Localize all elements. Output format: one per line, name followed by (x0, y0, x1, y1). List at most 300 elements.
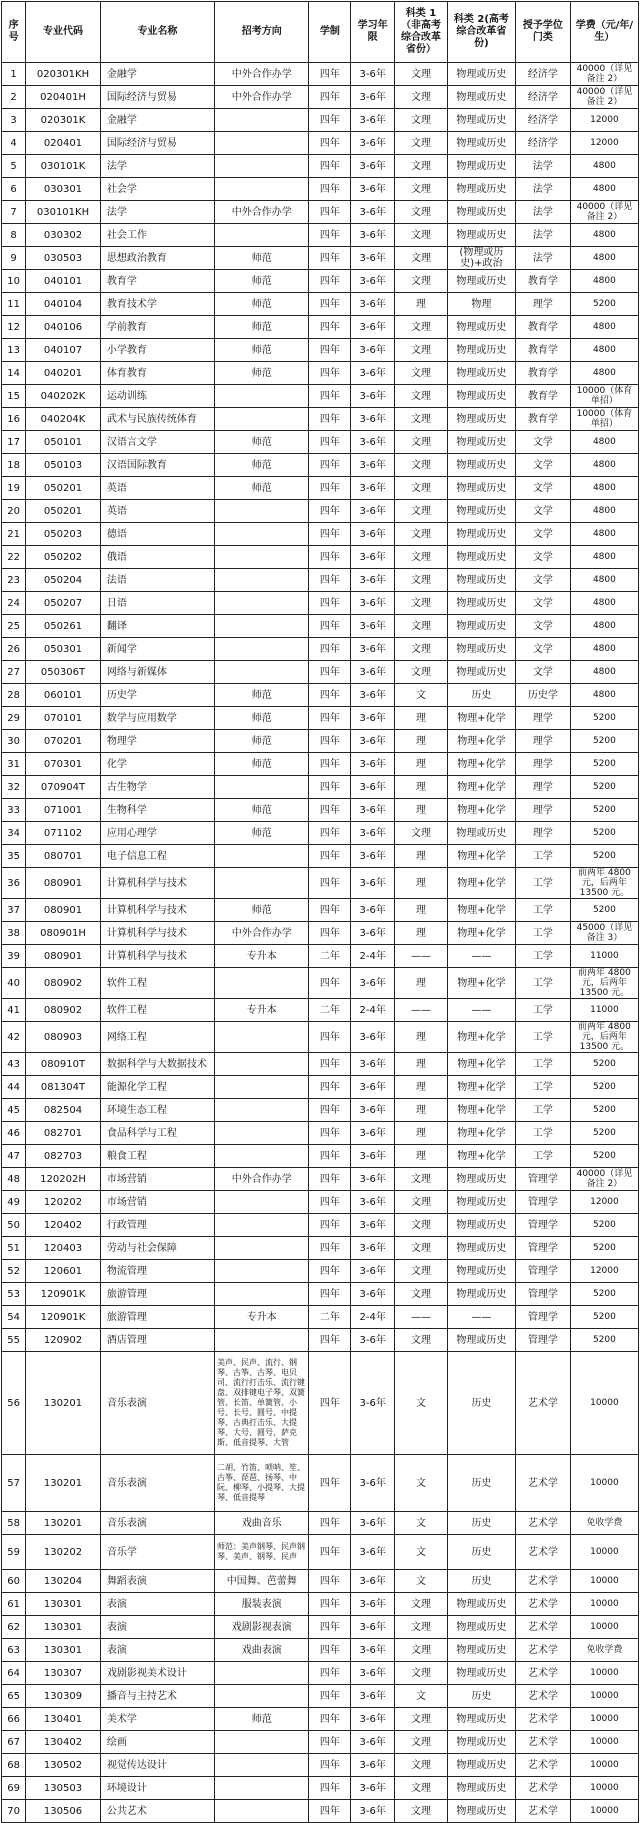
cell-system: 四年 (309, 1329, 351, 1352)
cell-name: 市场营销 (100, 1168, 214, 1191)
cell-code: 120902 (26, 1329, 101, 1352)
cell-cat1: —— (395, 945, 448, 968)
cell-system: 四年 (309, 1593, 351, 1616)
cell-fee: 10000（体育单招） (570, 385, 638, 408)
cell-cat2: 物理+化学 (447, 1022, 515, 1053)
cell-seq: 55 (2, 1329, 26, 1352)
table-row (2, 1685, 639, 1708)
cell-degree: 工学 (515, 868, 570, 899)
cell-direction (215, 1145, 309, 1168)
cell-direction (215, 500, 309, 523)
cell-seq: 36 (2, 868, 26, 899)
cell-cat1: 文理 (395, 1754, 448, 1777)
cell-seq: 35 (2, 845, 26, 868)
cell-direction: 师范 (215, 477, 309, 500)
cell-years: 3-6年 (351, 316, 395, 339)
cell-direction: 师范 (215, 1708, 309, 1731)
cell-years: 3-6年 (351, 845, 395, 868)
cell-degree: 文学 (515, 431, 570, 454)
cell-name: 网络工程 (100, 1022, 214, 1053)
cell-system: 四年 (309, 845, 351, 868)
cell-name: 视觉传达设计 (100, 1754, 214, 1777)
cell-direction (215, 178, 309, 201)
table-row (2, 1099, 639, 1122)
cell-direction (215, 408, 309, 431)
cell-seq: 10 (2, 270, 26, 293)
cell-name: 日语 (100, 592, 214, 615)
cell-system: 四年 (309, 1731, 351, 1754)
cell-direction (215, 1214, 309, 1237)
cell-system: 四年 (309, 155, 351, 178)
cell-fee: 免收学费 (570, 1639, 638, 1662)
table-row (2, 1777, 639, 1800)
cell-name: 数学与应用数学 (100, 707, 214, 730)
cell-name: 思想政治教育 (100, 247, 214, 270)
cell-degree: 工学 (515, 899, 570, 922)
cell-name: 软件工程 (100, 999, 214, 1022)
cell-seq: 65 (2, 1685, 26, 1708)
cell-cat2: 物理或历史 (447, 63, 515, 86)
cell-years: 3-6年 (351, 899, 395, 922)
cell-system: 四年 (309, 1535, 351, 1570)
cell-cat2: 物理+化学 (447, 1145, 515, 1168)
table-row (2, 1708, 639, 1731)
cell-cat1: 文理 (395, 1168, 448, 1191)
cell-direction: 中外合作办学 (215, 201, 309, 224)
cell-degree: 教育学 (515, 316, 570, 339)
cell-name: 英语 (100, 477, 214, 500)
cell-fee: 5200 (570, 1306, 638, 1329)
cell-name: 汉语言文学 (100, 431, 214, 454)
cell-cat1: 文 (395, 684, 448, 707)
cell-name: 环境生态工程 (100, 1099, 214, 1122)
cell-cat1: 文理 (395, 178, 448, 201)
cell-name: 俄语 (100, 546, 214, 569)
cell-fee: 10000（体育单招） (570, 408, 638, 431)
table-row (2, 523, 639, 546)
cell-fee: 4800 (570, 569, 638, 592)
cell-seq: 34 (2, 822, 26, 845)
table-row (2, 1800, 639, 1823)
cell-system: 四年 (309, 224, 351, 247)
cell-system: 四年 (309, 339, 351, 362)
cell-degree: 管理学 (515, 1329, 570, 1352)
cell-cat1: 文理 (395, 224, 448, 247)
cell-years: 3-6年 (351, 753, 395, 776)
cell-cat2: 物理或历史 (447, 1731, 515, 1754)
cell-degree: 法学 (515, 201, 570, 224)
cell-cat2: 历史 (447, 1535, 515, 1570)
cell-years: 3-6年 (351, 1145, 395, 1168)
cell-direction (215, 1237, 309, 1260)
cell-name: 化学 (100, 753, 214, 776)
cell-system: 四年 (309, 684, 351, 707)
cell-code: 050201 (26, 477, 101, 500)
cell-cat1: 文 (395, 1570, 448, 1593)
cell-cat1: 理 (395, 293, 448, 316)
cell-cat2: 物理或历史 (447, 1593, 515, 1616)
cell-years: 3-6年 (351, 270, 395, 293)
cell-seq: 64 (2, 1662, 26, 1685)
cell-fee: 5200 (570, 899, 638, 922)
cell-years: 3-6年 (351, 1053, 395, 1076)
cell-system: 四年 (309, 1800, 351, 1823)
cell-degree: 教育学 (515, 270, 570, 293)
cell-system: 四年 (309, 1145, 351, 1168)
cell-code: 050261 (26, 615, 101, 638)
cell-seq: 13 (2, 339, 26, 362)
table-row (2, 63, 639, 86)
cell-direction (215, 1283, 309, 1306)
cell-cat2: 物理或历史 (447, 1329, 515, 1352)
cell-system: 四年 (309, 1777, 351, 1800)
cell-degree: 管理学 (515, 1168, 570, 1191)
cell-cat2: 物理+化学 (447, 776, 515, 799)
cell-name: 行政管理 (100, 1214, 214, 1237)
cell-degree: 经济学 (515, 132, 570, 155)
table-row (2, 753, 639, 776)
table-row (2, 822, 639, 845)
cell-name: 绘画 (100, 1731, 214, 1754)
cell-degree: 文学 (515, 500, 570, 523)
cell-direction (215, 776, 309, 799)
cell-name: 旅游管理 (100, 1306, 214, 1329)
cell-degree: 管理学 (515, 1214, 570, 1237)
cell-name: 汉语国际教育 (100, 454, 214, 477)
cell-fee: 4800 (570, 546, 638, 569)
cell-seq: 32 (2, 776, 26, 799)
table-row (2, 661, 639, 684)
table-row (2, 1122, 639, 1145)
cell-name: 电子信息工程 (100, 845, 214, 868)
cell-cat1: 文 (395, 1512, 448, 1535)
cell-years: 3-6年 (351, 431, 395, 454)
cell-direction: 师范 (215, 753, 309, 776)
cell-cat2: 物理或历史 (447, 316, 515, 339)
cell-code: 070904T (26, 776, 101, 799)
cell-seq: 4 (2, 132, 26, 155)
cell-seq: 14 (2, 362, 26, 385)
cell-fee: 5200 (570, 730, 638, 753)
majors-table (1, 1, 639, 1823)
cell-direction: 戏曲表演 (215, 1639, 309, 1662)
cell-seq: 50 (2, 1214, 26, 1237)
cell-years: 3-6年 (351, 615, 395, 638)
cell-name: 表演 (100, 1593, 214, 1616)
cell-degree: 教育学 (515, 339, 570, 362)
cell-system: 四年 (309, 132, 351, 155)
cell-years: 3-6年 (351, 362, 395, 385)
cell-name: 学前教育 (100, 316, 214, 339)
cell-name: 表演 (100, 1616, 214, 1639)
cell-code: 080901 (26, 899, 101, 922)
table-row (2, 1570, 639, 1593)
cell-code: 130201 (26, 1512, 101, 1535)
cell-direction (215, 1329, 309, 1352)
cell-seq: 37 (2, 899, 26, 922)
cell-seq: 53 (2, 1283, 26, 1306)
cell-code: 030101KH (26, 201, 101, 224)
cell-system: 四年 (309, 316, 351, 339)
cell-degree: 工学 (515, 945, 570, 968)
table-row (2, 1191, 639, 1214)
cell-years: 3-6年 (351, 523, 395, 546)
cell-code: 040201 (26, 362, 101, 385)
table-row (2, 431, 639, 454)
cell-name: 英语 (100, 500, 214, 523)
cell-years: 3-6年 (351, 201, 395, 224)
cell-code: 081304T (26, 1076, 101, 1099)
cell-code: 120402 (26, 1214, 101, 1237)
cell-fee: 5200 (570, 1329, 638, 1352)
cell-degree: 文学 (515, 523, 570, 546)
table-row (2, 615, 639, 638)
cell-fee: 5200 (570, 822, 638, 845)
table-row (2, 1306, 639, 1329)
table-row (2, 1535, 639, 1570)
cell-cat1: 理 (395, 753, 448, 776)
cell-fee: 10000 (570, 1352, 638, 1455)
cell-fee: 10000 (570, 1455, 638, 1512)
cell-years: 3-6年 (351, 500, 395, 523)
cell-cat1: 理 (395, 845, 448, 868)
cell-degree: 教育学 (515, 385, 570, 408)
cell-code: 070101 (26, 707, 101, 730)
cell-system: 四年 (309, 1512, 351, 1535)
cell-direction: 师范 (215, 707, 309, 730)
cell-direction (215, 592, 309, 615)
cell-direction (215, 1662, 309, 1685)
table-row (2, 845, 639, 868)
cell-fee: 免收学费 (570, 1512, 638, 1535)
cell-seq: 44 (2, 1076, 26, 1099)
cell-years: 3-6年 (351, 1708, 395, 1731)
cell-years: 3-6年 (351, 1800, 395, 1823)
cell-direction (215, 1053, 309, 1076)
cell-cat1: 文理 (395, 546, 448, 569)
cell-name: 德语 (100, 523, 214, 546)
cell-seq: 48 (2, 1168, 26, 1191)
cell-fee: 4800 (570, 638, 638, 661)
table-row (2, 899, 639, 922)
cell-system: 四年 (309, 431, 351, 454)
cell-cat2: 物理或历史 (447, 500, 515, 523)
cell-cat1: 理 (395, 1076, 448, 1099)
cell-name: 生物科学 (100, 799, 214, 822)
cell-seq: 51 (2, 1237, 26, 1260)
cell-degree: 工学 (515, 1099, 570, 1122)
cell-system: 四年 (309, 362, 351, 385)
cell-code: 060101 (26, 684, 101, 707)
cell-system: 四年 (309, 178, 351, 201)
cell-fee: 4800 (570, 592, 638, 615)
table-row (2, 707, 639, 730)
table-row (2, 945, 639, 968)
cell-name: 金融学 (100, 63, 214, 86)
cell-fee: 5200 (570, 845, 638, 868)
cell-cat1: 文理 (395, 500, 448, 523)
cell-direction (215, 155, 309, 178)
cell-years: 3-6年 (351, 1777, 395, 1800)
cell-name: 戏剧影视美术设计 (100, 1662, 214, 1685)
cell-system: 四年 (309, 822, 351, 845)
cell-seq: 38 (2, 922, 26, 945)
cell-name: 法学 (100, 155, 214, 178)
cell-code: 130506 (26, 1800, 101, 1823)
table-row (2, 247, 639, 270)
cell-name: 公共艺术 (100, 1800, 214, 1823)
cell-seq: 70 (2, 1800, 26, 1823)
cell-seq: 24 (2, 592, 26, 615)
table-row (2, 408, 639, 431)
cell-fee: 5200 (570, 753, 638, 776)
cell-system: 四年 (309, 1685, 351, 1708)
cell-cat1: 理 (395, 899, 448, 922)
cell-cat2: 物理或历史 (447, 362, 515, 385)
cell-cat2: 物理或历史 (447, 1191, 515, 1214)
cell-degree: 工学 (515, 845, 570, 868)
cell-years: 3-6年 (351, 1122, 395, 1145)
cell-fee: 4800 (570, 477, 638, 500)
cell-degree: 管理学 (515, 1191, 570, 1214)
cell-seq: 11 (2, 293, 26, 316)
cell-cat2: 物理或历史 (447, 109, 515, 132)
cell-direction: 师范：美声钢琴、民声钢琴、美声、钢琴、民声 (215, 1535, 309, 1570)
cell-fee: 10000 (570, 1535, 638, 1570)
cell-fee: 11000 (570, 945, 638, 968)
cell-code: 080910T (26, 1053, 101, 1076)
cell-cat1: 文理 (395, 1616, 448, 1639)
cell-seq: 25 (2, 615, 26, 638)
cell-cat2: 物理或历史 (447, 454, 515, 477)
cell-cat1: 文理 (395, 1662, 448, 1685)
cell-code: 050203 (26, 523, 101, 546)
table-row (2, 86, 639, 109)
cell-years: 3-6年 (351, 868, 395, 899)
cell-name: 教育技术学 (100, 293, 214, 316)
cell-cat2: —— (447, 1306, 515, 1329)
cell-name: 武术与民族传统体育 (100, 408, 214, 431)
cell-name: 体育教育 (100, 362, 214, 385)
cell-degree: 管理学 (515, 1283, 570, 1306)
cell-seq: 3 (2, 109, 26, 132)
cell-direction (215, 224, 309, 247)
cell-direction (215, 523, 309, 546)
cell-system: 四年 (309, 638, 351, 661)
cell-name: 计算机科学与技术 (100, 922, 214, 945)
cell-code: 071001 (26, 799, 101, 822)
cell-cat1: 理 (395, 730, 448, 753)
cell-code: 080902 (26, 999, 101, 1022)
cell-system: 四年 (309, 1237, 351, 1260)
cell-name: 国际经济与贸易 (100, 132, 214, 155)
cell-cat2: 历史 (447, 1512, 515, 1535)
cell-cat1: 文理 (395, 822, 448, 845)
cell-system: 四年 (309, 922, 351, 945)
cell-degree: 理学 (515, 730, 570, 753)
cell-fee: 10000 (570, 1570, 638, 1593)
cell-cat2: 物理或历史 (447, 1754, 515, 1777)
cell-cat2: 物理或历史 (447, 339, 515, 362)
cell-code: 082703 (26, 1145, 101, 1168)
table-row (2, 201, 639, 224)
cell-name: 社会学 (100, 178, 214, 201)
cell-code: 120403 (26, 1237, 101, 1260)
cell-cat1: 文理 (395, 316, 448, 339)
cell-cat2: 物理或历史 (447, 224, 515, 247)
table-row (2, 224, 639, 247)
cell-years: 3-6年 (351, 1512, 395, 1535)
cell-seq: 12 (2, 316, 26, 339)
cell-fee: 45000（详见备注 3） (570, 922, 638, 945)
cell-direction (215, 1260, 309, 1283)
cell-seq: 20 (2, 500, 26, 523)
cell-degree: 艺术学 (515, 1639, 570, 1662)
cell-system: 四年 (309, 1570, 351, 1593)
cell-direction: 师范 (215, 247, 309, 270)
cell-years: 3-6年 (351, 638, 395, 661)
cell-cat2: 物理或历史 (447, 638, 515, 661)
cell-system: 四年 (309, 569, 351, 592)
cell-seq: 23 (2, 569, 26, 592)
cell-seq: 58 (2, 1512, 26, 1535)
cell-cat2: 物理+化学 (447, 799, 515, 822)
cell-years: 3-6年 (351, 155, 395, 178)
cell-cat2: (物理或历史)+政治 (447, 247, 515, 270)
cell-name: 音乐表演 (100, 1455, 214, 1512)
cell-seq: 41 (2, 999, 26, 1022)
cell-degree: 文学 (515, 477, 570, 500)
cell-name: 社会工作 (100, 224, 214, 247)
cell-years: 3-6年 (351, 822, 395, 845)
cell-seq: 59 (2, 1535, 26, 1570)
cell-code: 130401 (26, 1708, 101, 1731)
cell-years: 3-6年 (351, 109, 395, 132)
cell-cat1: 文理 (395, 1191, 448, 1214)
header-degree: 授予学位门类 (515, 2, 570, 63)
cell-direction (215, 1754, 309, 1777)
cell-direction: 二胡、竹笛、唢呐、笙、古筝、琵琶、扬琴、中阮、柳琴、小提琴、大提琴、低音提琴 (215, 1455, 309, 1512)
cell-direction: 专升本 (215, 1306, 309, 1329)
cell-cat2: 物理或历史 (447, 615, 515, 638)
cell-fee: 4800 (570, 615, 638, 638)
cell-direction (215, 1731, 309, 1754)
cell-degree: 文学 (515, 454, 570, 477)
cell-cat1: 文理 (395, 454, 448, 477)
cell-fee: 前两年 4800元，后两年13500 元。 (570, 968, 638, 999)
cell-code: 040107 (26, 339, 101, 362)
cell-system: 四年 (309, 1754, 351, 1777)
cell-code: 080901 (26, 868, 101, 899)
cell-fee: 4800 (570, 224, 638, 247)
cell-system: 四年 (309, 1053, 351, 1076)
cell-name: 市场营销 (100, 1191, 214, 1214)
cell-cat2: 物理或历史 (447, 132, 515, 155)
cell-fee: 4800 (570, 661, 638, 684)
cell-system: 四年 (309, 1214, 351, 1237)
table-row (2, 968, 639, 999)
cell-name: 舞蹈表演 (100, 1570, 214, 1593)
header-cat2: 科类 2(高考综合改革省份) (447, 2, 515, 63)
cell-fee: 5200 (570, 293, 638, 316)
header-code: 专业代码 (26, 2, 101, 63)
cell-seq: 1 (2, 63, 26, 86)
cell-cat2: 物理+化学 (447, 1053, 515, 1076)
table-row (2, 1168, 639, 1191)
table-row (2, 569, 639, 592)
cell-degree: 法学 (515, 224, 570, 247)
table-row (2, 155, 639, 178)
